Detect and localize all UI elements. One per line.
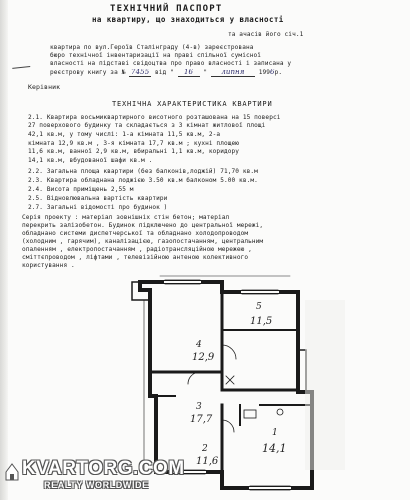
- registry-line: реєстрову книгу за № 7455 від " 16 " липня 1996р.: [50, 69, 283, 76]
- date-line: та ачасів його січ.1: [228, 31, 304, 38]
- characteristic-line-10: 2.5. Відновлювальна вартість квартири: [28, 195, 168, 202]
- registry-month: липня: [211, 69, 255, 77]
- characteristic-line-8: 2.3. Квартира обладнана лоджією 3.50 кв.м балконом 5.00 кв.м.: [28, 177, 258, 184]
- registry-suffix: р.: [274, 69, 283, 76]
- characteristic-line-3: 42,1 кв.м, у тому числі: 1-а кімната 11,5 кв.м, 2-а: [28, 131, 221, 138]
- characteristic-line-1: 2.1. Квартира восьмиквартирного висотного розташована на 15 поверсі: [28, 114, 281, 121]
- description-line-7: користування .: [22, 262, 75, 269]
- registry-year-digit: 6: [270, 69, 275, 76]
- description-line-3: обладнано системи диспетчерської та обладнано холодопроводом: [22, 230, 249, 237]
- room-2-number: 2: [202, 444, 208, 454]
- section-title: ТЕХНІЧНА ХАРАКТЕРИСТИКА КВАРТИРИ: [112, 100, 273, 108]
- room-2-area: 11,6: [196, 456, 219, 467]
- room-3-number: 3: [196, 402, 202, 412]
- document-title: ТЕХНІЧНИЙ ПАСПОРТ: [110, 4, 223, 14]
- room-4-area: 12,9: [192, 352, 215, 363]
- room-4-number: 4: [196, 340, 202, 350]
- intro-line-1: квартира по вул.Героїв Сталінграду (4-в) зареєстрована: [50, 44, 254, 51]
- description-line-1: Серія проекту : матеріал зовнішніх стін бетон; матеріал: [22, 214, 230, 221]
- description-line-5: опаленням , електропостачанням , радіотрансляційною мережею ,: [22, 246, 252, 253]
- room-4-label: [196, 340, 202, 350]
- watermark-tagline: REALTY WORLDWIDE: [44, 480, 149, 490]
- room-3-area: 17,7: [190, 414, 213, 425]
- registry-year-prefix: 199: [258, 69, 270, 76]
- room-5-number: 5: [256, 302, 262, 312]
- intro-line-2: бюро технічної інвентаризації на праві спільної сумісної: [50, 52, 262, 59]
- house-logo-icon: [4, 460, 20, 482]
- characteristic-line-5: 11,6 кв.м, ванної 2,9 кв.м, вбиральні 1,1 кв.м, коридору: [28, 148, 240, 155]
- characteristic-line-7: 2.2. Загальна площа квартири (без балконів,лоджій) 71,70 кв.м: [28, 168, 258, 175]
- watermark-brand: KVARTORG.COM: [22, 458, 185, 479]
- characteristic-line-9: 2.4. Висота приміщень 2,55 м: [28, 186, 134, 193]
- characteristic-line-11: 2.7. Загальні відомості про будинок ): [28, 204, 168, 211]
- registry-day: 16: [178, 69, 200, 77]
- characteristic-line-2: 27 поверхового будинку та складається з 3 кімнат житлової площі: [28, 122, 266, 129]
- director-label: Керівник: [28, 84, 61, 91]
- registry-number: 7455: [131, 69, 150, 76]
- description-line-2: перекрить залізобетон. Будинок підключено до центральної мережі,: [22, 222, 264, 229]
- intro-line-3: власності на підставі свідоцтва про право власності і записана у: [50, 60, 292, 67]
- document-subtitle: на квартиру, що знаходиться у власності: [92, 15, 284, 24]
- description-line-4: (холодним , гарячим), каналізацією, газопостачанням, центральним: [22, 238, 264, 245]
- room-5-area: 11,5: [250, 316, 273, 327]
- description-line-6: сміттєпроводом , ліфтами , телевізійною антеною колективного: [22, 254, 249, 261]
- room-1-number: 1: [272, 428, 278, 438]
- registry-mid: від ": [154, 69, 174, 76]
- registry-prefix: реєстрову книгу за №: [50, 69, 126, 76]
- room-1-area: 14,1: [262, 442, 287, 455]
- characteristic-line-6: 14,1 кв.м, вбудованої шафи кв.м .: [28, 157, 153, 164]
- characteristic-line-4: кімната 12,9 кв.м , 3-я кімната 17,7 кв.м ; кухні площею: [28, 140, 240, 147]
